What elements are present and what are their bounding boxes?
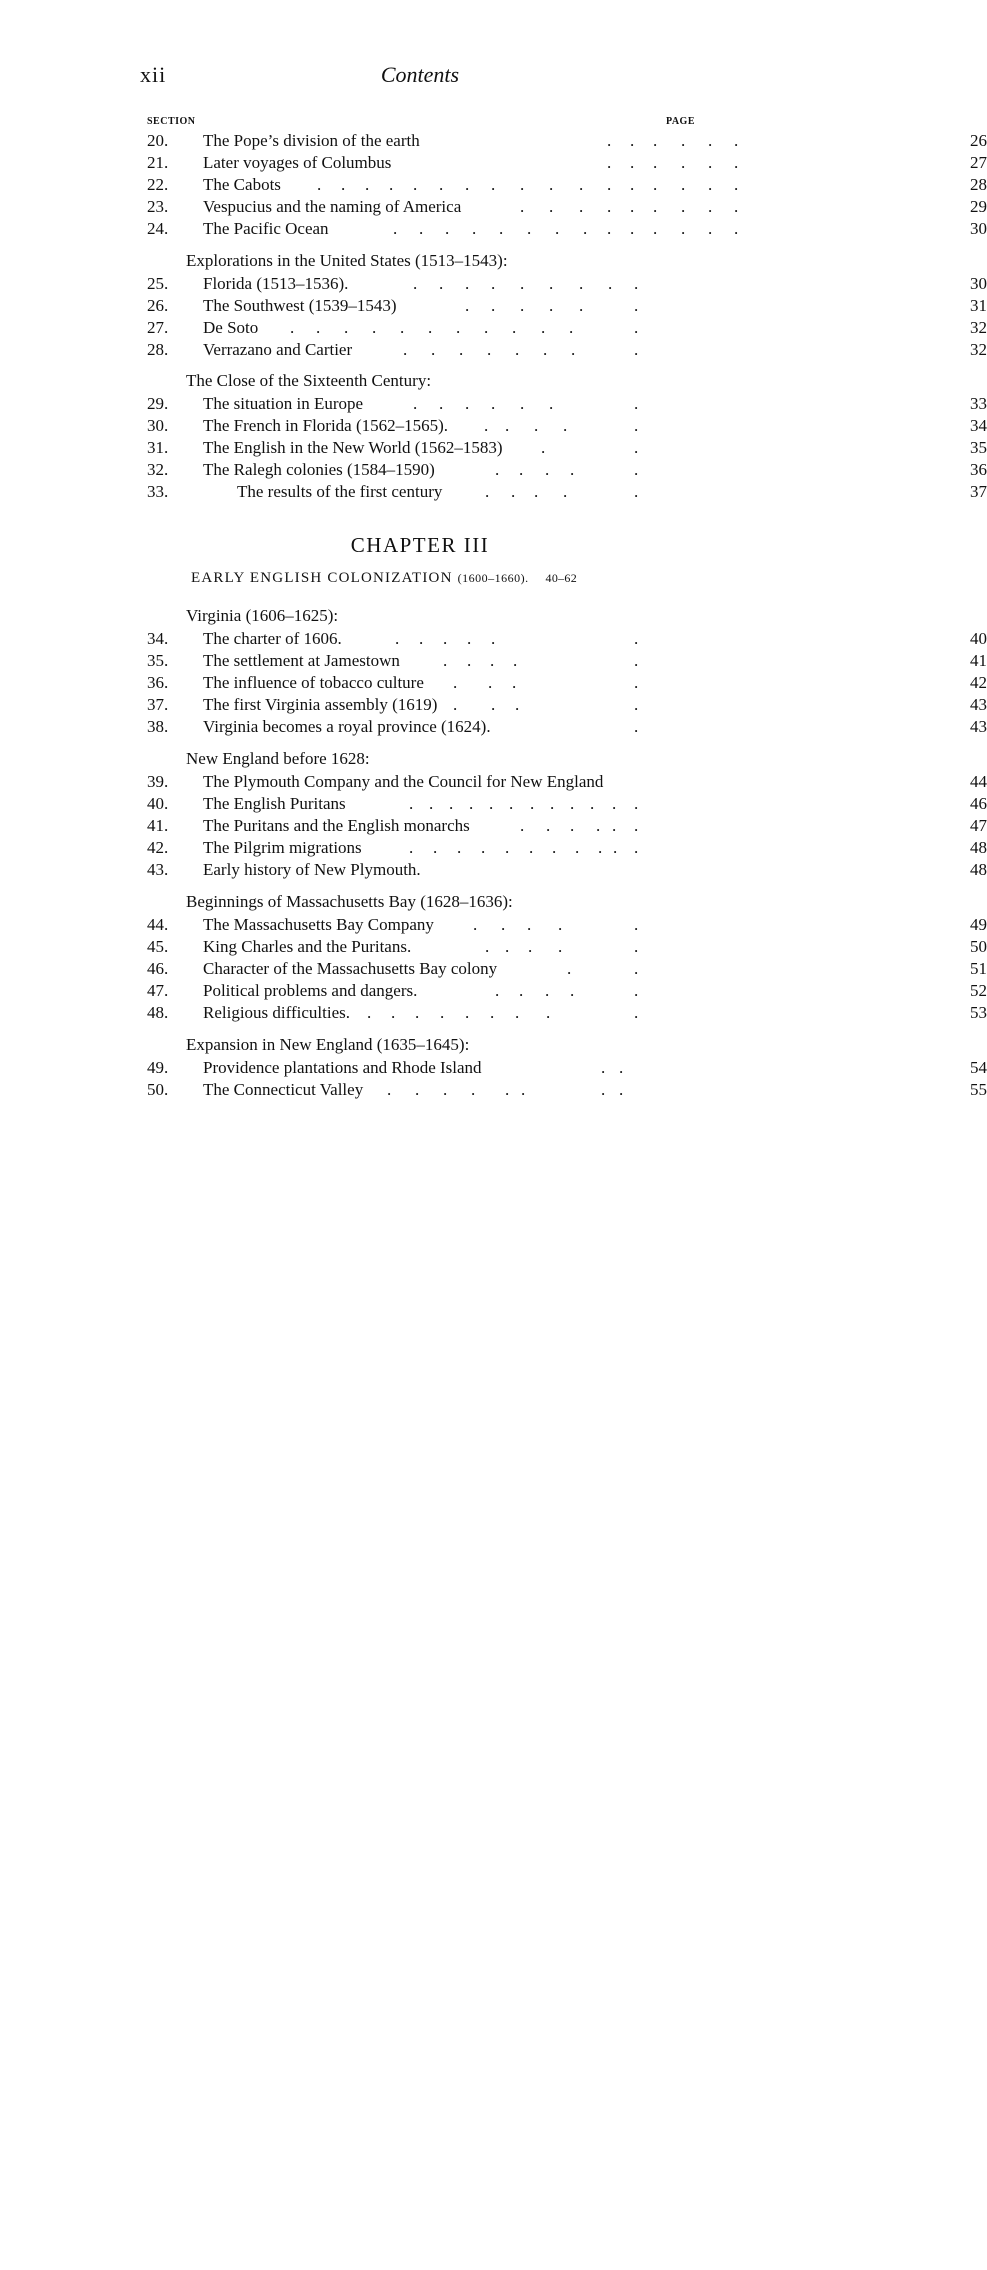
section-title: The Cabots <box>203 175 281 194</box>
chapter-page-range: 40–62 <box>545 571 578 585</box>
section-title: Character of the Massachusetts Bay colony <box>203 959 498 978</box>
section-number: 25. <box>147 274 169 293</box>
section-title: The settlement at Jamestown <box>203 651 400 670</box>
section-number: 45. <box>147 937 169 956</box>
toc-entry: 31. The English in the New World (1562–1583) . . 35 <box>147 437 695 459</box>
page-folio: xii <box>140 62 167 87</box>
page-number: 48 <box>970 838 987 857</box>
page-number: 32 <box>970 318 987 337</box>
page-number: 47 <box>970 816 987 835</box>
toc-entry: 27. De Soto . . . . . . . . . . . . 32 <box>147 317 695 339</box>
section-number: 39. <box>147 772 169 791</box>
section-number: 44. <box>147 915 169 934</box>
section-title: The Puritans and the English monarchs <box>203 816 470 835</box>
page-number: 33 <box>970 394 987 413</box>
toc-entry: 34. The charter of 1606. . . . . . . 40 <box>147 628 695 650</box>
section-number: 34. <box>147 629 169 648</box>
section-title: The Southwest (1539–1543) <box>203 296 397 315</box>
group-heading: Explorations in the United States (1513–1543): <box>186 251 508 270</box>
group-heading: New England before 1628: <box>186 749 370 768</box>
toc-entry: 23. Vespucius and the naming of America . . . . . . . . . 29 <box>147 196 695 218</box>
section-title: The Pacific Ocean <box>203 219 329 238</box>
section-number: 23. <box>147 197 169 216</box>
page-number: 53 <box>970 1003 987 1022</box>
toc-entry: 35. The settlement at Jamestown . . . . . 41 <box>147 650 695 672</box>
section-number: 35. <box>147 651 169 670</box>
page-number: 43 <box>970 717 987 736</box>
page-number: 41 <box>970 651 987 670</box>
section-number: 26. <box>147 296 169 315</box>
page-number: 27 <box>970 153 987 172</box>
section-number: 43. <box>147 860 169 879</box>
section-title: The situation in Europe <box>203 394 364 413</box>
section-title: Virginia becomes a royal province (1624). <box>203 717 491 736</box>
section-title: The Pilgrim migrations <box>203 838 362 857</box>
toc-entry: 41. The Puritans and the English monarchs . . . . . . 47 <box>147 815 695 837</box>
toc-entry: 49. Providence plantations and Rhode Island . . 54 <box>147 1057 695 1079</box>
section-number: 21. <box>147 153 169 172</box>
group-heading: Beginnings of Massachusetts Bay (1628–1636): <box>186 892 513 911</box>
group-heading: The Close of the Sixteenth Century: <box>186 371 432 390</box>
section-title: King Charles and the Puritans. <box>203 937 412 956</box>
section-title: The Plymouth Company and the Council for New England <box>203 772 604 791</box>
toc-entry: 22. The Cabots . . . . . . . . . . . . . . . . . 28 <box>147 174 695 196</box>
section-title: The influence of tobacco culture <box>203 673 424 692</box>
page-number: 43 <box>970 695 987 714</box>
toc-entry: 48. Religious difficulties. . . . . . . . . . 53 <box>147 1002 695 1024</box>
section-number: 46. <box>147 959 169 978</box>
toc-entry: 37. The first Virginia assembly (1619) . . . . 43 <box>147 694 695 716</box>
toc-entry <box>147 859 987 881</box>
group-heading: Virginia (1606–1625): <box>186 606 339 625</box>
page-number: 49 <box>970 915 987 934</box>
section-number: 37. <box>147 695 169 714</box>
toc-entry: 50. The Connecticut Valley . . . . . . . . 55 <box>147 1079 695 1101</box>
toc-entry: 30. The French in Florida (1562–1565). . . . . . 34 <box>147 415 695 437</box>
section-number: 29. <box>147 394 169 413</box>
section-number: 31. <box>147 438 169 457</box>
section-number: 38. <box>147 717 169 736</box>
toc-entry: 38. Virginia becomes a royal province (1624). . 43 <box>147 716 695 738</box>
section-number: 36. <box>147 673 169 692</box>
toc-entry: 28. Verrazano and Cartier . . . . . . . . 32 <box>147 339 695 361</box>
toc-entry <box>147 771 987 793</box>
page-number: 55 <box>970 1080 987 1099</box>
toc-entry: 36. The influence of tobacco culture . . . . 42 <box>147 672 695 694</box>
page-number: 50 <box>970 937 987 956</box>
section-number: 50. <box>147 1080 169 1099</box>
toc-entry: 21. Later voyages of Columbus . . . . . . 27 <box>147 152 695 174</box>
section-title: The French in Florida (1562–1565). <box>203 416 449 435</box>
section-title: Verrazano and Cartier <box>203 340 353 359</box>
section-title: Florida (1513–1536). <box>203 274 349 293</box>
section-title: The results of the first century <box>237 482 443 501</box>
section-number: 48. <box>147 1003 169 1022</box>
section-number: 22. <box>147 175 169 194</box>
column-headers <box>147 116 695 130</box>
page-number: 35 <box>970 438 987 457</box>
section-column-header: SECTION <box>147 116 196 127</box>
running-title: Contents <box>380 62 460 87</box>
toc-entry: 24. The Pacific Ocean . . . . . . . . . . . . . . 30 <box>147 218 695 240</box>
group-heading: Expansion in New England (1635–1645): <box>186 1035 470 1054</box>
page-number: 46 <box>970 794 987 813</box>
page-number: 30 <box>970 219 987 238</box>
toc-entry: 25. Florida (1513–1536). . . . . . . . . . 30 <box>147 273 695 295</box>
section-number: 20. <box>147 131 169 150</box>
toc-entry: 32. The Ralegh colonies (1584–1590) . . . . . 36 <box>147 459 695 481</box>
section-number: 33. <box>147 482 169 501</box>
page-number: 42 <box>970 673 987 692</box>
section-number: 41. <box>147 816 169 835</box>
toc-entry: 40. The English Puritans . . . . . . . . . . . . 46 <box>147 793 695 815</box>
toc-entry: 44. The Massachusetts Bay Company . . . . . 49 <box>147 914 695 936</box>
section-number: 49. <box>147 1058 169 1077</box>
page-number: 52 <box>970 981 987 1000</box>
section-number: 28. <box>147 340 169 359</box>
section-number: 27. <box>147 318 169 337</box>
section-title: The Connecticut Valley <box>203 1080 364 1099</box>
chapter-date-range: (1600–1660). <box>457 571 529 585</box>
chapter-heading: CHAPTER III <box>350 533 490 557</box>
section-title: Later voyages of Columbus <box>203 153 392 172</box>
page-number: 44 <box>970 772 987 791</box>
section-title: The English Puritans <box>203 794 346 813</box>
section-title: The Massachusetts Bay Company <box>203 915 434 934</box>
section-title: Political problems and dangers. <box>203 981 418 1000</box>
section-title: The Ralegh colonies (1584–1590) <box>203 460 435 479</box>
toc-entry: 45. King Charles and the Puritans. . . . . . 50 <box>147 936 695 958</box>
section-number: 32. <box>147 460 169 479</box>
chapter-subtitle-text: EARLY ENGLISH COLONIZATION <box>191 570 453 586</box>
page-column-header: PAGE <box>665 116 695 127</box>
page-number: 48 <box>970 860 987 879</box>
section-title: The English in the New World (1562–1583) <box>203 438 503 457</box>
page-number: 26 <box>970 131 987 150</box>
section-number: 42. <box>147 838 169 857</box>
section-title: Religious difficulties. <box>203 1003 351 1022</box>
toc-entry: 29. The situation in Europe . . . . . . . 33 <box>147 393 695 415</box>
section-number: 47. <box>147 981 169 1000</box>
page-number: 30 <box>970 274 987 293</box>
toc-entry: 33. The results of the first century . . . . . 37 <box>147 481 695 503</box>
page-number: 36 <box>970 460 987 479</box>
page-number: 37 <box>970 482 987 501</box>
page-number: 40 <box>970 629 987 648</box>
section-title: De Soto <box>203 318 259 337</box>
section-title: Providence plantations and Rhode Island <box>203 1058 482 1077</box>
page-number: 34 <box>970 416 987 435</box>
section-title: The charter of 1606. <box>203 629 342 648</box>
toc-entry: 47. Political problems and dangers. . . . . . 52 <box>147 980 695 1002</box>
page-number: 28 <box>970 175 987 194</box>
section-number: 24. <box>147 219 169 238</box>
section-number: 30. <box>147 416 169 435</box>
toc-entry: 46. Character of the Massachusetts Bay colony . . 51 <box>147 958 695 980</box>
toc-entry: 20. The Pope’s division of the earth . . . . . . 26 <box>147 130 695 152</box>
page-number: 32 <box>970 340 987 359</box>
toc-entry: 26. The Southwest (1539–1543) . . . . . . 31 <box>147 295 695 317</box>
page-number: 29 <box>970 197 987 216</box>
page-number: 51 <box>970 959 987 978</box>
section-title: Vespucius and the naming of America <box>203 197 462 216</box>
section-title: The first Virginia assembly (1619) <box>203 695 438 714</box>
section-title: The Pope’s division of the earth <box>203 131 420 150</box>
page-number: 31 <box>970 296 987 315</box>
section-title: Early history of New Plymouth. <box>203 860 421 879</box>
section-number: 40. <box>147 794 169 813</box>
page-number: 54 <box>970 1058 987 1077</box>
toc-entry: 42. The Pilgrim migrations . . . . . . . . . . . 48 <box>147 837 695 859</box>
running-head <box>140 62 700 92</box>
